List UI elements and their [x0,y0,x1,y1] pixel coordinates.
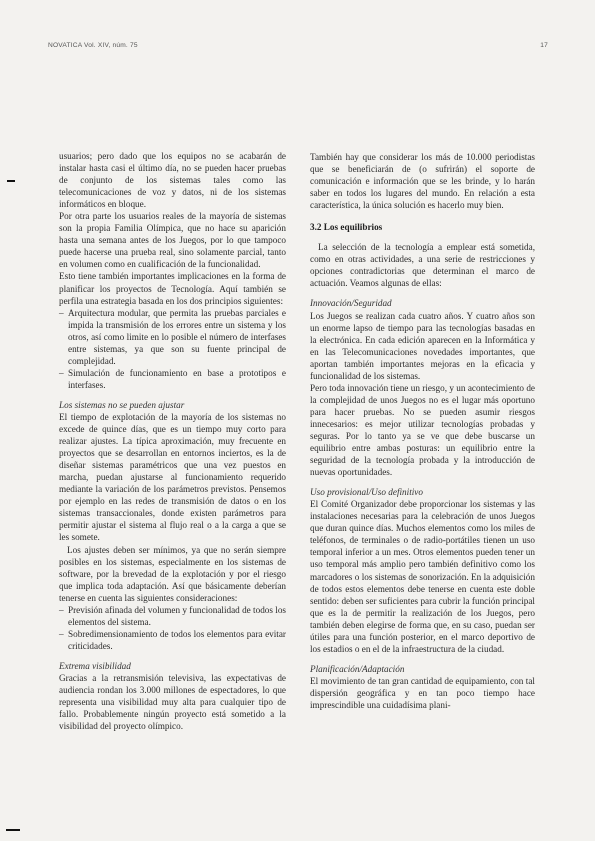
list-item: – Previsión afinada del volumen y funcionalidad de todos los elementos del sistema. [59,604,286,627]
subsection-heading: Innovación/Seguridad [310,298,392,309]
paragraph: El tiempo de explotación de la mayoría de los sistemas no excede de quince días, que es un tiempo muy corto para realizar ajustes. La típica aproximación, muy frecuente en proyectos que se desarrollan en entornos inciertos, es la de diseñar sistemas paramétricos que una vez puestos en marcha, puedan ajustarse al funcionamiento requerido mediante la variación de los parámetros previstos. Pensemos por ejemplo en las redes de transmisión de datos o en los sistemas transaccionales, donde existen parámetros para permitir ajustar el sistema al flujo real o a la carga a que se les somete. [59,411,286,543]
paragraph: La selección de la tecnología a emplear está sometida, como en otras actividades, a una serie de restricciones y opciones contradictorias que determinan el marco de actuación. Veamos algunas de ellas: [310,242,535,289]
scan-margin-mark [6,829,20,831]
list-item: – Sobredimensionamiento de todos los elementos para evitar criticidades. [59,628,286,651]
paragraph: Por otra parte los usuarios reales de la mayoría de sistemas son la propia Familia Olímpica, que no hace su aparición hasta una semana antes de los Juegos, por lo que tampoco puede hacerse una prueba real, sino solamente parcial, tanto en volumen como en cualificación de la funcionalidad. [59,211,286,270]
paragraph: Los Juegos se realizan cada cuatro años. Y cuatro años son un enorme lapso de tiempo para las tecnologías basadas en la electrónica. En cada edición aparecen en la Informática y en las Telecomunicaciones novedades importantes, que aportan también importantes mejoras en la eficacia y funcionalidad de los sistemas. [310,310,535,381]
paragraph: También hay que considerar los más de 10.000 periodistas que se beneficiarán de (o sufrirán) el soporte de comunicación e información que se les brinde, y lo harán saber en todos los lugares del mundo. En relación a esta característica, la única solución es hacerlo muy bien. [310,152,535,211]
paragraph: Esto tiene también importantes implicaciones en la forma de planificar los proyectos de Tecnología. Aquí también se perfila una estrategia basada en los dos principios siguientes: [59,271,286,306]
list-item: – Simulación de funcionamiento en base a prototipos e interfases. [59,367,286,390]
section-heading: 3.2 Los equilibrios [310,222,383,233]
journal-title: NOVATICA Vol. XIV, núm. 75 [48,42,138,49]
subsection-heading: Los sistemas no se pueden ajustar [59,399,185,410]
subsection-heading: Extrema visibilidad [59,660,131,671]
paragraph: Pero toda innovación tiene un riesgo, y un acontecimiento de la complejidad de unos Juegos no es el lugar más oportuno para hacer pruebas. No se pueden asumir riesgos innecesarios: es mejor utilizar tecnologías probadas y seguras. Por lo tanto ya se ve que debe buscarse un equilibrio entre ambas posturas: un equilibrio entre la seguridad de la tecnología probada y la introducción de nuevas oportunidades. [310,382,535,478]
paragraph: Gracias a la retransmisión televisiva, las expectativas de audiencia rondan los 3.000 millones de espectadores, lo que representa una visibilidad muy alta para cualquier tipo de fallo. Probablemente ningún proyecto está sometido a la visibilidad del proyecto olímpico. [59,672,286,732]
paragraph: Los ajustes deben ser mínimos, ya que no serán siempre posibles en los sistemas, especialmente en los sistemas de software, por la brevedad de la explotación y por el riesgo que implica toda adaptación. Así que básicamente deberían tenerse en cuenta las siguientes consideraciones: [59,544,286,603]
paragraph: usuarios; pero dado que los equipos no se acabarán de instalar hasta casi el último día, no se pueden hacer pruebas de conjunto de los sistemas tales como las telecomunicaciones de voz y datos, ni de los sistemas informáticos en bloque. [59,151,286,210]
left-column [59,150,286,732]
subsection-heading: Planificación/Adaptación [310,663,405,674]
list-item: – Arquitectura modular, que permita las pruebas parciales e impida la transmisión de los errores entre un sistema y los otros, así como limite en lo posible el número de interfases entre sistemas, ya que son su fuente principal de complejidad. [59,307,286,366]
bullet-list [59,604,286,652]
paragraph: El movimiento de tan gran cantidad de equipamiento, con tal dispersión geográfica y en tan poco tiempo hace imprescindible una cuidadísima plani- [310,675,535,710]
subsection-heading: Uso provisional/Uso definitivo [310,487,423,498]
scan-margin-mark [7,180,15,182]
right-column [310,151,535,711]
paragraph: El Comité Organizador debe proporcionar los sistemas y las instalaciones necesarias para la celebración de unos Juegos que duran quince días. Muchos elementos como los miles de teléfonos, de terminales o de radio-portátiles tienen un uso temporal inferior a un mes. Otros elementos pueden tener un uso temporal más amplio pero también definitivo como los marcadores o los sistemas de sonorización. En la adquisición de todos estos elementos debe tenerse en cuenta este doble sentido: deben ser suficientes para cubrir la función principal que es la de permitir la realización de los Juegos, pero también deben elegirse de forma que, en su caso, puedan ser útiles para una función posterior, en el marco deportivo de los estadios o en el de la infraestructura de la ciudad. [310,499,535,654]
bullet-list [59,307,286,391]
page-number: 17 [540,42,548,49]
